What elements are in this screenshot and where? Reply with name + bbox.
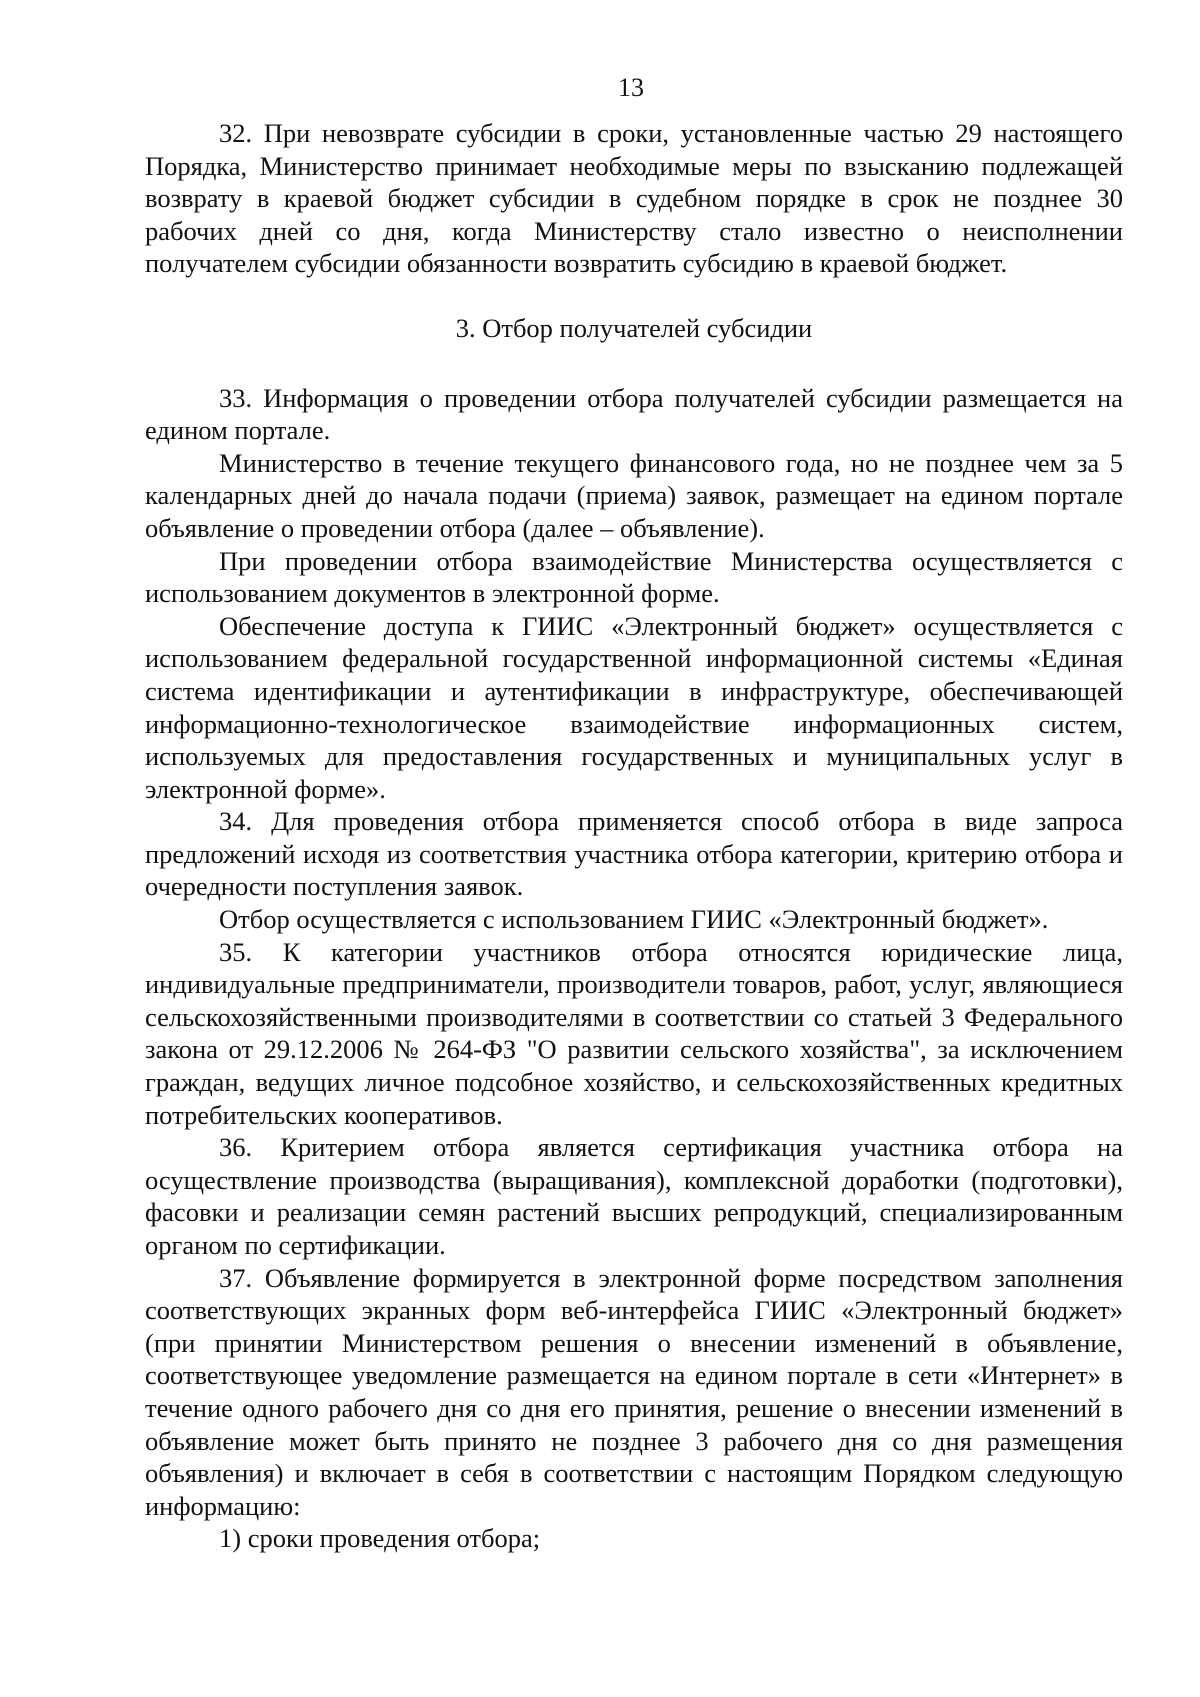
- page-number: 13: [618, 73, 644, 102]
- paragraph-34: 34. Для проведения отбора применяется способ отбора в виде запроса предложений исходя из соответствия участника отбора категории, критерию отбора и очередности поступления заявок.: [145, 806, 1123, 902]
- paragraph-announcement-timing: Министерство в течение текущего финансового года, но не позднее чем за 5 календарных дней до начала подачи (приема) заявок, размещает на едином портале объявление о проведении отбора (далее – объявление).: [145, 447, 1123, 543]
- paragraph-35: 35. К категории участников отбора относятся юридические лица, индивидуальные предприниматели, производители товаров, работ, услуг, являющиеся сельскохозяйственными производителями в соответствии со статьей 3 Федерального закона от 29.12.2006 № 264-ФЗ "О развитии сельского хозяйства", за исключением граждан, ведущих личное подсобное хозяйство, и сельскохозяйственных кредитных потребительских кооперативов.: [145, 936, 1123, 1130]
- paragraph-giis-access: Обеспечение доступа к ГИИС «Электронный бюджет» осуществляется с использованием федеральной государственной информационной системы «Единая система идентификации и аутентификации в инфраструктуре, обеспечивающей информационно-технологическое взаимодействие информационных систем, используемых для предоставления государственных и муниципальных услуг в электронной форме».: [145, 610, 1123, 804]
- paragraph-32: 32. При невозврате субсидии в сроки, установленные частью 29 настоящего Порядка, Министерство принимает необходимые меры по взысканию подлежащей возврату в краевой бюджет субсидии в судебном порядке в срок не позднее 30 рабочих дней со дня, когда Министерству стало известно о неисполнении получателем субсидии обязанности возвратить субсидию в краевой бюджет.: [145, 118, 1123, 279]
- section-heading: 3. Отбор получателей субсидии: [455, 312, 813, 343]
- paragraph-37: 37. Объявление формируется в электронной форме посредством заполнения соответствующих экранных форм веб-интерфейса ГИИС «Электронный бюджет» (при принятии Министерством решения о внесении изменений в объявление, соответствующее уведомление размещается на едином портале в сети «Интернет» в течение одного рабочего дня со дня его принятия, решение о внесении изменений в объявление может быть принято не позднее 3 рабочего дня со дня размещения объявления) и включает в себя в соответствии с настоящим Порядком следующую информацию:: [145, 1262, 1123, 1521]
- paragraph-selection-system: Отбор осуществляется с использованием ГИИС «Электронный бюджет».: [219, 904, 1049, 935]
- paragraph-electronic-documents: При проведении отбора взаимодействие Министерства осуществляется с использованием документов в электронной форме.: [145, 545, 1123, 609]
- list-item-1: 1) сроки проведения отбора;: [219, 1523, 541, 1554]
- document-body: [145, 117, 1123, 1555]
- paragraph-33: 33. Информация о проведении отбора получателей субсидии размещается на едином портале.: [145, 382, 1123, 446]
- paragraph-36: 36. Критерием отбора является сертификация участника отбора на осуществление производства (выращивания), комплексной доработки (подготовки), фасовки и реализации семян растений высших репродукций, специализированным органом по сертификации.: [145, 1132, 1123, 1260]
